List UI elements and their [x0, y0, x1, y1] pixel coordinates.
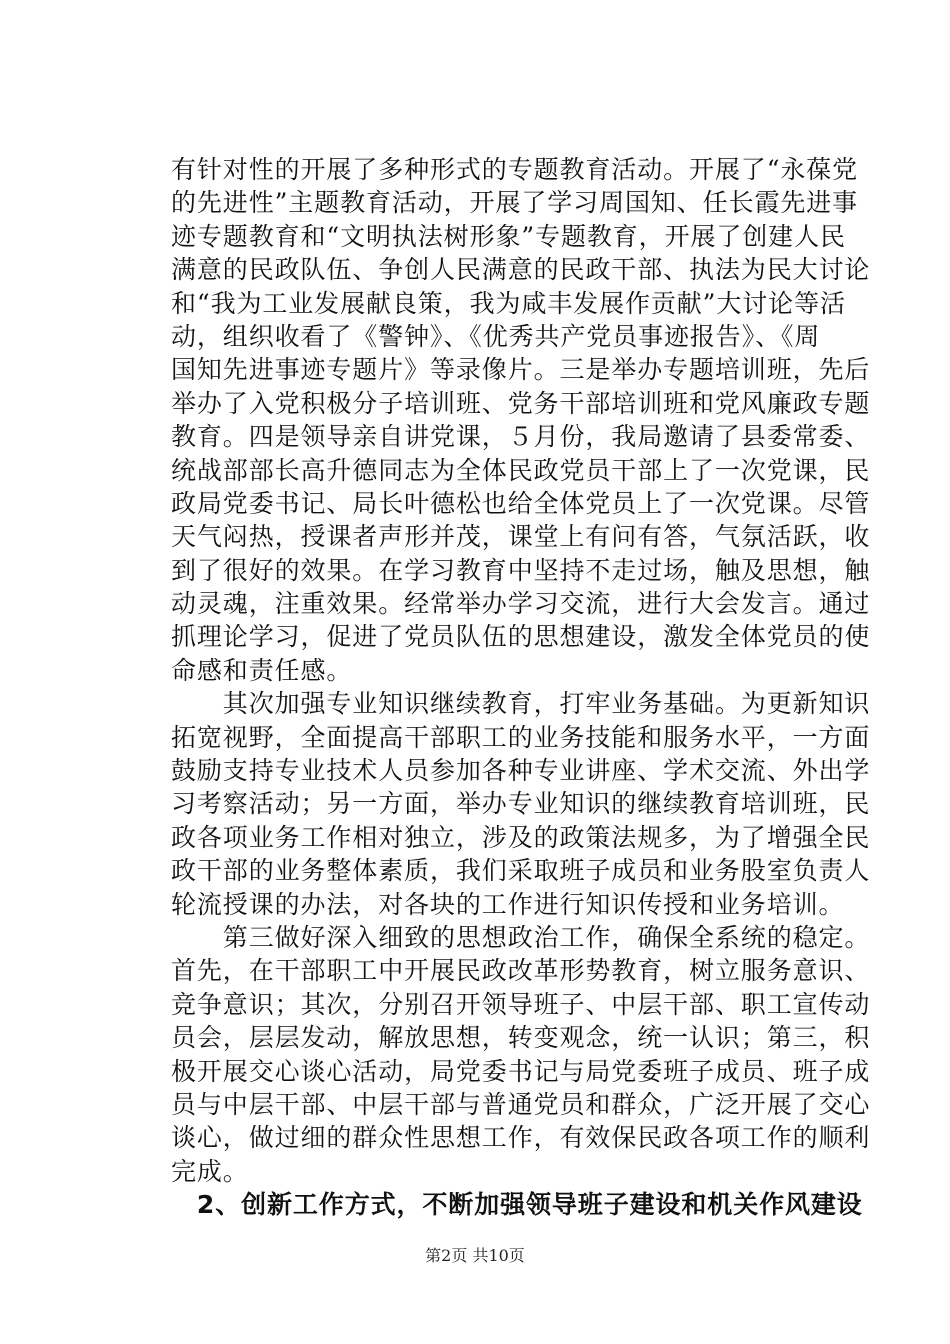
text-line: 习考察活动；另一方面，举办专业知识的继续教育培训班，民: [171, 789, 871, 819]
section-heading: 2、创新工作方式，不断加强领导班子建设和机关作风建设: [171, 1190, 863, 1220]
document-body: [171, 153, 871, 1222]
text-line: 和“我为工业发展献良策，我为咸丰发展作贡献”大讨论等活: [171, 288, 846, 318]
page-number-footer: 第2页 共10页: [425, 1246, 525, 1265]
text-line: 动灵魂，注重效果。经常举办学习交流，进行大会发言。通过: [171, 589, 871, 619]
text-line: 天气闷热，授课者声形并茂，课堂上有问有答，气氛活跃，收: [171, 522, 871, 552]
text-line: 员与中层干部、中层干部与普通党员和群众，广泛开展了交心: [171, 1089, 871, 1119]
text-line: 抓理论学习，促进了党员队伍的思想建设，激发全体党员的使: [171, 622, 871, 652]
text-line: 国知先进事迹专题片》等录像片。三是举办专题培训班，先后: [171, 355, 871, 385]
text-line: 员会，层层发动，解放思想，转变观念，统一认识；第三，积: [171, 1023, 871, 1053]
text-line: 第三做好深入细致的思想政治工作，确保全系统的稳定。: [171, 922, 871, 952]
text-line: 举办了入党积极分子培训班、党务干部培训班和党风廉政专题: [171, 388, 871, 418]
text-line: 政干部的业务整体素质，我们采取班子成员和业务股室负责人: [171, 856, 871, 886]
text-line: 动，组织收看了《警钟》、《优秀共产党员事迹报告》、《周: [171, 321, 821, 351]
text-line: 鼓励支持专业技术人员参加各种专业讲座、学术交流、外出学: [171, 756, 871, 786]
text-line: 统战部部长高升德同志为全体民政党员干部上了一次党课，民: [171, 455, 871, 485]
text-line: 政各项业务工作相对独立，涉及的政策法规多，为了增强全民: [171, 822, 871, 852]
text-line: 的先进性”主题教育活动，开展了学习周国知、任长霞先进事: [171, 188, 859, 218]
text-line: 满意的民政队伍、争创人民满意的民政干部、执法为民大讨论: [171, 255, 871, 285]
text-line: 教育。四是领导亲自讲党课，５月份，我局邀请了县委常委、: [171, 422, 871, 452]
text-line: 到了很好的效果。在学习教育中坚持不走过场，触及思想，触: [171, 555, 871, 585]
text-line: 竞争意识；其次，分别召开领导班子、中层干部、职工宣传动: [171, 989, 871, 1019]
text-line: 轮流授课的办法，对各块的工作进行知识传授和业务培训。: [171, 889, 845, 919]
text-line: 其次加强专业知识继续教育，打牢业务基础。为更新知识: [171, 689, 871, 719]
text-line: 谈心，做过细的群众性思想工作，有效保民政各项工作的顺利: [171, 1123, 871, 1153]
text-line: 政局党委书记、局长叶德松也给全体党员上了一次党课。尽管: [171, 488, 871, 518]
text-line: 有针对性的开展了多种形式的专题教育活动。开展了“永葆党: [171, 155, 859, 184]
text-line: 极开展交心谈心活动，局党委书记与局党委班子成员、班子成: [171, 1056, 871, 1086]
text-line: 命感和责任感。: [171, 655, 353, 685]
text-line: 完成。: [171, 1156, 249, 1186]
text-line: 拓宽视野，全面提高干部职工的业务技能和服务水平，一方面: [171, 722, 871, 752]
text-line: 首先，在干部职工中开展民政改革形势教育，树立服务意识、: [171, 956, 871, 986]
text-line: 迹专题教育和“文明执法树形象”专题教育，开展了创建人民: [171, 221, 846, 251]
